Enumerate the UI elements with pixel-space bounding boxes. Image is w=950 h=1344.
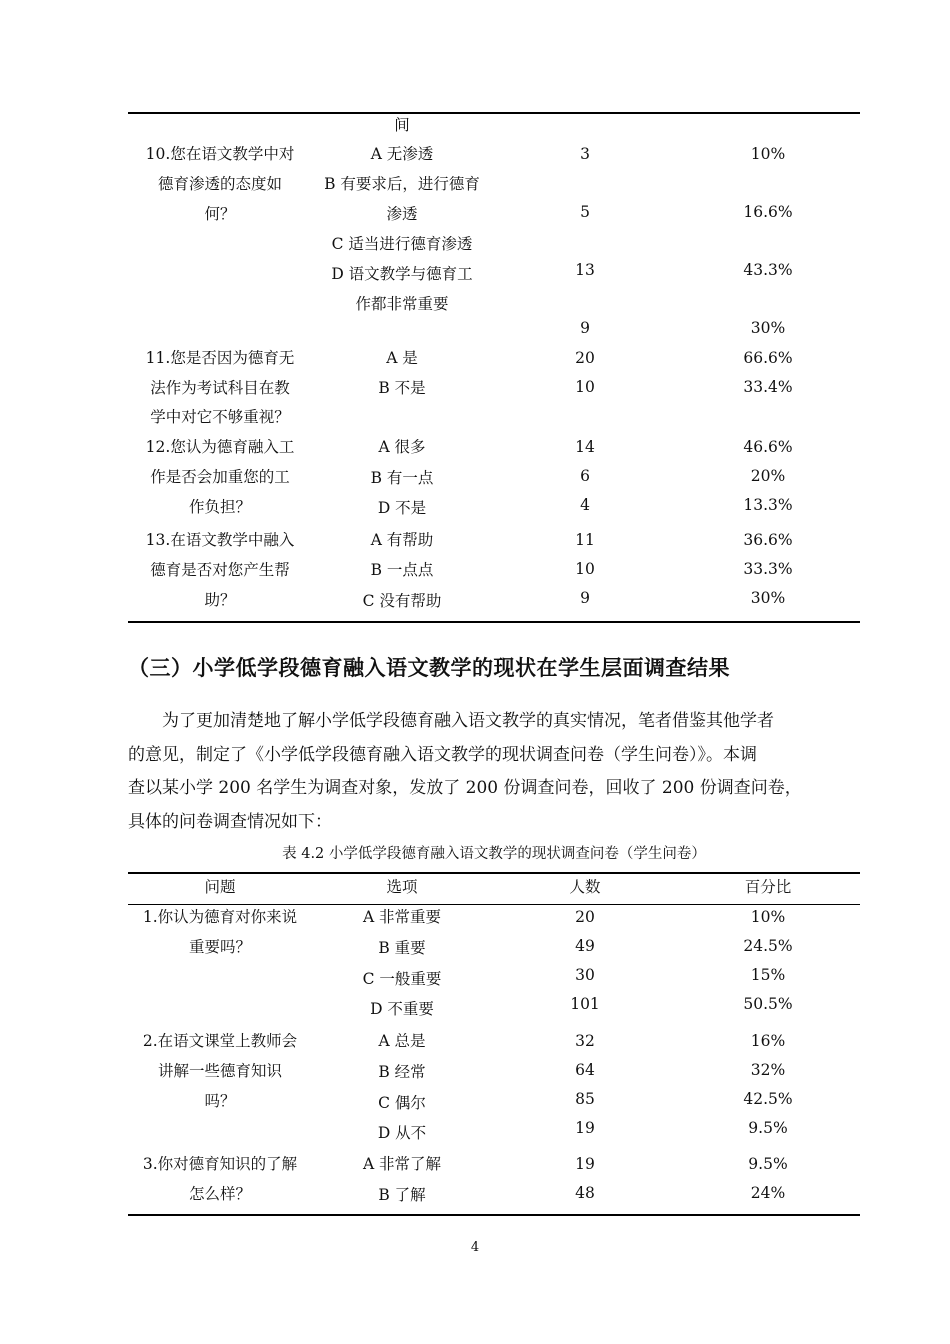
table2-percent: 15%: [750, 966, 786, 984]
table1-question: 作是否会加重您的工: [150, 468, 290, 486]
table2-percent: 16%: [750, 1032, 786, 1050]
table2-option: B 了解: [378, 1186, 426, 1204]
section-heading: （三）小学低学段德育融入语文教学的现状在学生层面调查结果: [128, 656, 730, 680]
table2-option: A 非常重要: [362, 908, 442, 926]
paragraph-line: 为了更加清楚地了解小学低学段德育融入语文教学的真实情况，笔者借鉴其他学者: [162, 711, 774, 731]
table2-question: 讲解一些德育知识: [157, 1062, 282, 1080]
table1-question: 11.您是否因为德育无: [145, 349, 295, 367]
table1-count: 3: [580, 145, 590, 163]
table1-question: 12.您认为德育融入工: [145, 438, 295, 456]
table1-question: 法作为考试科目在教: [150, 379, 290, 397]
table2-count: 19: [575, 1119, 595, 1137]
table2-question: 重要吗？: [188, 938, 251, 956]
table2-question: 2.在语文课堂上教师会: [142, 1032, 298, 1050]
table1-option: A 很多: [378, 438, 426, 456]
table2-question: 1.你认为德育对你来说: [142, 908, 298, 926]
table1-question: 德育渗透的态度如: [157, 175, 282, 193]
table1-option: 渗透: [386, 205, 418, 223]
table1-percent: 30%: [750, 589, 786, 607]
table1-percent: 66.6%: [743, 349, 793, 367]
paragraph-line: 具体的问卷调查情况如下：: [128, 812, 332, 832]
table1-option: C 适当进行德育渗透: [331, 235, 473, 253]
table2-percent: 9.5%: [748, 1119, 788, 1137]
table1-option: D 语文教学与德育工: [331, 265, 473, 283]
table2-percent: 42.5%: [743, 1090, 793, 1108]
table2-count: 48: [575, 1184, 595, 1202]
table2-count: 19: [575, 1155, 595, 1173]
table2-bottom-rule: [128, 1214, 860, 1216]
table1-percent: 43.3%: [743, 261, 793, 279]
table1-count: 13: [575, 261, 595, 279]
table1-option: B 有要求后，进行德育: [324, 175, 480, 193]
table2-count: 64: [575, 1061, 595, 1079]
table2-question: 怎么样？: [188, 1185, 251, 1203]
table1-percent: 20%: [750, 467, 786, 485]
table2-header-percent: 百分比: [744, 878, 792, 896]
table2-percent: 24%: [750, 1184, 786, 1202]
table2-percent: 10%: [750, 908, 786, 926]
table1-count: 20: [575, 349, 595, 367]
table1-option: A 无渗透: [370, 145, 434, 163]
table2-question: 吗？: [204, 1092, 236, 1110]
table1-question: 13.在语文教学中融入: [145, 531, 295, 549]
table1-top-rule: [128, 112, 860, 114]
table1-count: 14: [575, 438, 595, 456]
table2-caption: 表 4.2 小学低学段德育融入语文教学的现状调查问卷（学生问卷）: [282, 846, 706, 862]
table1-count: 4: [580, 496, 590, 514]
table2-option: A 总是: [378, 1032, 426, 1050]
table2-count: 49: [575, 937, 595, 955]
paragraph-line: 查以某小学 200 名学生为调查对象，发放了 200 份调查问卷，回收了 200 份调查问卷，: [128, 778, 802, 798]
table2-count: 85: [575, 1090, 595, 1108]
paragraph-line: 的意见，制定了《小学低学段德育融入语文教学的现状调查问卷（学生问卷）》。本调: [128, 745, 757, 765]
table2-percent: 24.5%: [743, 937, 793, 955]
table1-option: D 不是: [377, 499, 427, 517]
table2-option: B 重要: [378, 939, 426, 957]
table1-count: 10: [575, 378, 595, 396]
table2-header-option: 选项: [386, 878, 418, 896]
table1-option: 间: [394, 116, 410, 134]
table2-count: 101: [570, 995, 600, 1013]
page-number: 4: [470, 1240, 480, 1255]
table2-option: D 不重要: [370, 1000, 434, 1018]
table1-percent: 36.6%: [743, 531, 793, 549]
table1-percent: 33.4%: [743, 378, 793, 396]
table2-top-rule: [128, 872, 860, 874]
table1-question: 助？: [204, 591, 236, 609]
table2-header-count: 人数: [569, 878, 601, 896]
table2-percent: 32%: [750, 1061, 786, 1079]
table2-percent: 50.5%: [743, 995, 793, 1013]
table1-question: 10.您在语文教学中对: [145, 145, 295, 163]
table2-count: 30: [575, 966, 595, 984]
table1-count: 10: [575, 560, 595, 578]
table1-count: 9: [580, 589, 590, 607]
table2-header-question: 问题: [204, 878, 236, 896]
table2-option: C 一般重要: [362, 970, 442, 988]
table1-question: 何？: [204, 205, 236, 223]
table2-option: A 非常了解: [362, 1155, 442, 1173]
table1-question: 作负担？: [188, 498, 251, 516]
table1-question: 学中对它不够重视？: [150, 408, 290, 426]
table2-question: 3.你对德育知识的了解: [142, 1155, 298, 1173]
table1-option: B 不是: [378, 379, 426, 397]
table1-percent: 13.3%: [743, 496, 793, 514]
table1-option: C 没有帮助: [362, 592, 442, 610]
table1-percent: 16.6%: [743, 203, 793, 221]
table1-option: 作都非常重要: [355, 295, 449, 313]
table1-percent: 46.6%: [743, 438, 793, 456]
table2-count: 32: [575, 1032, 595, 1050]
table2-option: C 偶尔: [378, 1094, 426, 1112]
table1-option: A 是: [386, 349, 418, 367]
table2-option: B 经常: [378, 1063, 426, 1081]
table1-bottom-rule: [128, 621, 860, 623]
table1-option: A 有帮助: [370, 531, 434, 549]
table1-option: B 一点点: [370, 561, 434, 579]
table1-count: 5: [580, 203, 590, 221]
table2-percent: 9.5%: [748, 1155, 788, 1173]
table2-header-rule: [128, 904, 860, 905]
table1-percent: 30%: [750, 319, 786, 337]
table1-count: 11: [575, 531, 595, 549]
table1-question: 德育是否对您产生帮: [150, 561, 290, 579]
table1-percent: 33.3%: [743, 560, 793, 578]
table1-count: 9: [580, 319, 590, 337]
table1-option: B 有一点: [370, 469, 434, 487]
table2-count: 20: [575, 908, 595, 926]
table1-percent: 10%: [750, 145, 786, 163]
table1-count: 6: [580, 467, 590, 485]
table2-option: D 从不: [377, 1124, 427, 1142]
